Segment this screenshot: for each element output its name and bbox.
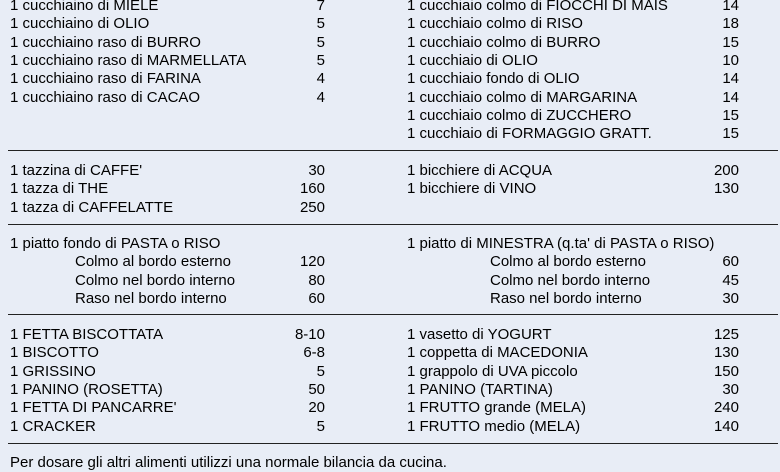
item-label: 1 cucchiaino raso di MARMELLATA [10, 51, 247, 69]
item-label: 1 grappolo di UVA piccolo [407, 362, 578, 380]
left-item-row [10, 363, 325, 381]
right-item-row [407, 89, 739, 107]
item-weight: 5 [316, 15, 325, 33]
item-label: 1 FRUTTO medio (MELA) [407, 417, 581, 435]
right-item-row [490, 272, 739, 290]
item-weight: 80 [308, 271, 325, 289]
item-weight: 7 [316, 0, 325, 14]
item-weight: 4 [316, 88, 325, 106]
section-divider [8, 443, 778, 444]
item-weight: 6-8 [303, 344, 325, 362]
left-item-row [10, 344, 325, 362]
item-label: Raso nel bordo interno [490, 289, 642, 307]
section-divider [8, 150, 778, 151]
item-label: 1 tazza di THE [10, 180, 109, 198]
item-weight: 160 [299, 180, 325, 198]
left-item-row [75, 272, 325, 290]
left-item-row [10, 34, 325, 52]
section-divider [8, 224, 778, 225]
item-weight: 240 [713, 399, 739, 417]
item-weight: 15 [722, 125, 739, 143]
item-weight: 20 [308, 399, 325, 417]
item-label: 1 PANINO (ROSETTA) [10, 380, 163, 398]
item-weight: 30 [722, 380, 739, 398]
item-weight: 45 [722, 271, 739, 289]
item-label: 1 FRUTTO grande (MELA) [407, 399, 586, 417]
right-item-row [407, 363, 739, 381]
item-weight: 8-10 [294, 326, 325, 343]
item-label: 1 vasetto di YOGURT [407, 326, 552, 343]
item-label: 1 PANINO (TARTINA) [407, 380, 553, 398]
right-item-row [407, 125, 739, 143]
item-label: 1 cucchiaio colmo di ZUCCHERO [407, 106, 632, 124]
section-divider [8, 314, 778, 315]
item-label: 1 tazza di CAFFELATTE [10, 198, 174, 216]
left-item-row [10, 162, 325, 180]
left-item-row [10, 326, 325, 344]
item-label: 1 cucchiaio colmo di RISO [407, 15, 583, 33]
item-weight: 30 [308, 162, 325, 179]
item-label: 1 cucchiaio di FORMAGGIO GRATT. [407, 125, 652, 143]
item-label: 1 FETTA DI PANCARRE' [10, 399, 177, 417]
item-label: 1 cucchiaino di OLIO [10, 15, 150, 33]
right-item-row [490, 290, 739, 308]
item-label: 1 FETTA BISCOTTATA [10, 326, 164, 343]
item-weight: 125 [713, 326, 739, 343]
item-label: 1 BISCOTTO [10, 344, 99, 362]
item-label: 1 GRISSINO [10, 362, 96, 380]
item-weight: 200 [713, 162, 739, 179]
item-label: 1 bicchiere di ACQUA [407, 162, 553, 179]
item-label: 1 coppetta di MACEDONIA [407, 344, 588, 362]
item-weight: 14 [722, 88, 739, 106]
item-label: Colmo nel bordo interno [75, 271, 236, 289]
right-item-row [407, 52, 739, 70]
right-item-row [407, 180, 739, 198]
item-label: Raso nel bordo interno [75, 289, 227, 307]
left-item-row [10, 89, 325, 107]
item-weight: 50 [308, 380, 325, 398]
item-label: 1 cucchiaino raso di BURRO [10, 33, 201, 51]
item-weight: 15 [722, 106, 739, 124]
right-item-row [490, 253, 739, 271]
left-item-row [75, 290, 325, 308]
item-weight: 4 [316, 70, 325, 88]
right-item-row [407, 326, 739, 344]
item-weight: 15 [722, 33, 739, 51]
left-item-row [10, 199, 325, 217]
item-label: 1 piatto fondo di PASTA o RISO [10, 235, 221, 252]
item-weight: 120 [299, 253, 325, 271]
item-label: 1 piatto di MINESTRA (q.ta' di PASTA o RISO) [407, 235, 715, 252]
item-label: 1 cucchiaio di OLIO [407, 51, 538, 69]
right-item-row [407, 0, 739, 15]
left-item-row [10, 418, 325, 436]
item-label: 1 bicchiere di VINO [407, 180, 537, 198]
item-label: Colmo al bordo esterno [75, 253, 231, 271]
item-label: 1 cucchiaio colmo di BURRO [407, 33, 601, 51]
item-label: 1 CRACKER [10, 417, 96, 435]
right-item-row [407, 381, 739, 399]
item-label: Colmo al bordo esterno [490, 253, 646, 271]
left-item-row [10, 180, 325, 198]
item-weight: 60 [722, 253, 739, 271]
right-item-row [407, 34, 739, 52]
item-weight: 30 [722, 289, 739, 307]
left-item-row [10, 381, 325, 399]
right-item-row [407, 70, 739, 88]
item-label: 1 cucchiaino di MIELE [10, 0, 159, 14]
right-item-row [407, 399, 739, 417]
item-weight: 14 [722, 70, 739, 88]
left-item-row [10, 0, 325, 15]
item-weight: 150 [713, 362, 739, 380]
item-weight: 5 [316, 33, 325, 51]
right-item-row [407, 107, 739, 125]
item-label: 1 cucchiaino raso di FARINA [10, 70, 201, 88]
item-label: 1 cucchiaio colmo di MARGARINA [407, 88, 638, 106]
item-weight: 14 [722, 0, 739, 14]
item-weight: 60 [308, 289, 325, 307]
left-item-row [75, 253, 325, 271]
right-item-row [407, 418, 739, 436]
left-item-row [10, 15, 325, 33]
item-weight: 130 [713, 180, 739, 198]
item-weight: 250 [299, 198, 325, 216]
right-item-row [407, 344, 739, 362]
item-weight: 18 [722, 15, 739, 33]
item-label: 1 tazzina di CAFFE' [10, 162, 143, 179]
item-label: 1 cucchiaino raso di CACAO [10, 88, 201, 106]
left-item-row [10, 399, 325, 417]
item-label: 1 cucchiaio fondo di OLIO [407, 70, 580, 88]
left-item-row [10, 52, 325, 70]
item-label: 1 cucchiaio colmo di FIOCCHI DI MAIS [407, 0, 668, 14]
item-weight: 140 [713, 417, 739, 435]
item-weight: 5 [316, 51, 325, 69]
right-item-row [407, 162, 739, 180]
footer-note: Per dosare gli altri alimenti utilizzi una normale bilancia da cucina. [10, 454, 447, 471]
left-group-title [10, 235, 345, 253]
item-weight: 5 [316, 417, 325, 435]
item-weight: 10 [722, 51, 739, 69]
right-group-title [407, 235, 759, 253]
item-label: Colmo nel bordo interno [490, 271, 651, 289]
left-item-row [10, 70, 325, 88]
right-item-row [407, 15, 739, 33]
item-weight: 130 [713, 344, 739, 362]
item-weight: 5 [316, 362, 325, 380]
